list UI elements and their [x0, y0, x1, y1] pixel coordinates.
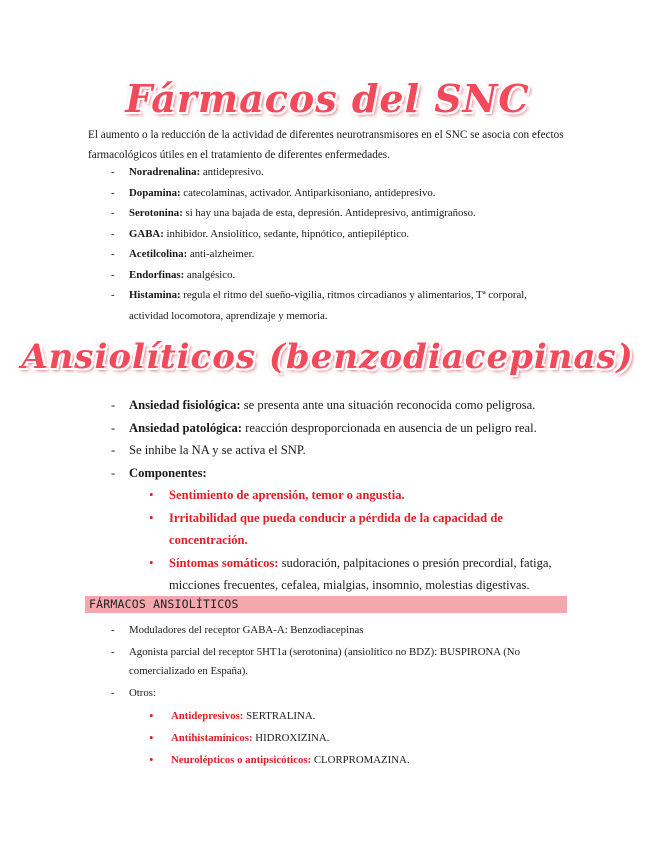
item-desc: se presenta ante una situación reconocida como peligrosa.	[240, 398, 536, 412]
list-item	[129, 705, 568, 727]
list-item	[88, 643, 568, 682]
item-label: Componentes:	[129, 465, 207, 480]
item-desc: Otros:	[129, 686, 156, 699]
item-desc: regula el ritmo del sueño-vigilia, ritmos circadianos y alimentarios, Tª corporal, actividad locomotora, aprendizaje y memoria.	[129, 289, 527, 322]
item-desc: anti-alzheimer.	[187, 248, 255, 260]
item-label: Noradrenalina:	[129, 166, 201, 178]
item-label: GABA:	[129, 227, 164, 240]
item-desc: Moduladores del receptor GABA-A: Benzodiacepinas	[129, 624, 364, 636]
item-desc: antidepresivo.	[200, 166, 264, 178]
item-desc: Se inhibe la NA y se activa el SNP.	[129, 443, 306, 457]
item-label: Ansiedad fisiológica:	[129, 398, 241, 412]
bullet-marker: •	[149, 708, 154, 723]
item-desc: si hay una bajada de esta, depresión. Antidepresivo, antimigrañoso.	[182, 207, 476, 219]
dash-marker: -	[111, 166, 115, 178]
list-item	[88, 285, 568, 326]
list-item	[129, 749, 568, 771]
item-label: Antihistamínicos:	[171, 732, 253, 744]
components-list	[129, 484, 568, 597]
dash-marker: -	[111, 268, 115, 281]
intro-paragraph	[88, 125, 568, 165]
dash-marker: -	[111, 465, 116, 480]
list-item	[88, 621, 568, 641]
dash-marker: -	[111, 289, 115, 301]
intro-text: El aumento o la reducción de la actividad de diferentes neurotransmisores en el SNC se asocia con efectos farmacológicos útiles en el tratamiento de diferentes enfermedades.	[88, 129, 564, 161]
item-label: Neurolépticos o antipsicóticos:	[171, 754, 312, 766]
list-item	[88, 183, 568, 204]
list-item	[129, 727, 568, 749]
dash-marker: -	[111, 686, 115, 699]
item-desc: CLORPROMAZINA.	[311, 754, 410, 766]
anxiety-list	[88, 394, 568, 597]
item-label: Ansiedad patológica:	[129, 420, 243, 435]
item-label: Endorfinas:	[129, 268, 185, 281]
item-desc: SERTRALINA.	[243, 710, 316, 722]
list-item	[129, 507, 568, 552]
item-label: Irritabilidad que pueda conducir a pérdida de la capacidad de concentración.	[169, 510, 503, 547]
list-item	[88, 417, 568, 440]
list-item	[88, 394, 568, 417]
item-desc: sudoración, palpitaciones o presión precordial, fatiga, micciones frecuentes, cefalea, mialgias, insomnio, molestias digestivas.	[169, 555, 552, 592]
item-desc: Agonista parcial del receptor 5HT1a (serotonina) (ansiolítico no BDZ): BUSPIRONA (No comercializado en España).	[129, 645, 521, 677]
list-item	[88, 462, 568, 597]
item-desc: reacción desproporcionada en ausencia de un peligro real.	[242, 420, 537, 435]
bullet-marker: •	[149, 509, 154, 525]
list-item	[88, 203, 568, 224]
list-item	[88, 684, 568, 772]
dash-marker: -	[111, 398, 116, 412]
list-item	[88, 162, 568, 183]
item-label: Sentimiento de aprensión, temor o angustia.	[169, 488, 405, 502]
bullet-marker: •	[149, 554, 154, 570]
dash-marker: -	[111, 227, 115, 240]
dash-marker: -	[111, 624, 115, 636]
section-heading: FÁRMACOS ANSIOLÍTICOS	[89, 597, 239, 611]
list-item	[88, 439, 568, 462]
dash-marker: -	[111, 420, 116, 435]
item-desc: HIDROXIZINA.	[252, 732, 330, 744]
item-label: Dopamina:	[129, 186, 181, 199]
section-heading-bar	[85, 596, 567, 613]
others-list	[129, 705, 568, 771]
list-item	[88, 265, 568, 286]
list-item	[88, 244, 568, 265]
item-label: Antidepresivos:	[171, 710, 244, 722]
item-label: Histamina:	[129, 289, 181, 301]
item-desc: analgésico.	[184, 268, 236, 281]
dash-marker: -	[111, 645, 115, 658]
dash-marker: -	[111, 443, 116, 457]
dash-marker: -	[111, 248, 115, 260]
item-desc: inhibidor. Ansiolítico, sedante, hipnótico, antiepiléptico.	[163, 227, 410, 240]
bullet-marker: •	[149, 487, 154, 502]
list-item	[88, 224, 568, 245]
page-title: Fármacos del SNC	[125, 76, 530, 121]
list-item	[129, 552, 568, 597]
bullet-marker: •	[149, 730, 154, 745]
dash-marker: -	[111, 207, 115, 219]
neurotransmitter-list	[88, 162, 568, 326]
item-label: Síntomas somáticos:	[169, 555, 279, 570]
item-label: Acetilcolina:	[129, 248, 188, 260]
dash-marker: -	[111, 186, 115, 199]
bullet-marker: •	[149, 752, 154, 767]
item-label: Serotonina:	[129, 207, 183, 219]
section-title: Ansiolíticos (benzodiacepinas)	[21, 337, 634, 377]
item-desc: catecolaminas, activador. Antiparkisoniano, antidepresivo.	[180, 186, 436, 199]
anxiolytics-list	[88, 621, 568, 771]
list-item	[129, 484, 568, 507]
